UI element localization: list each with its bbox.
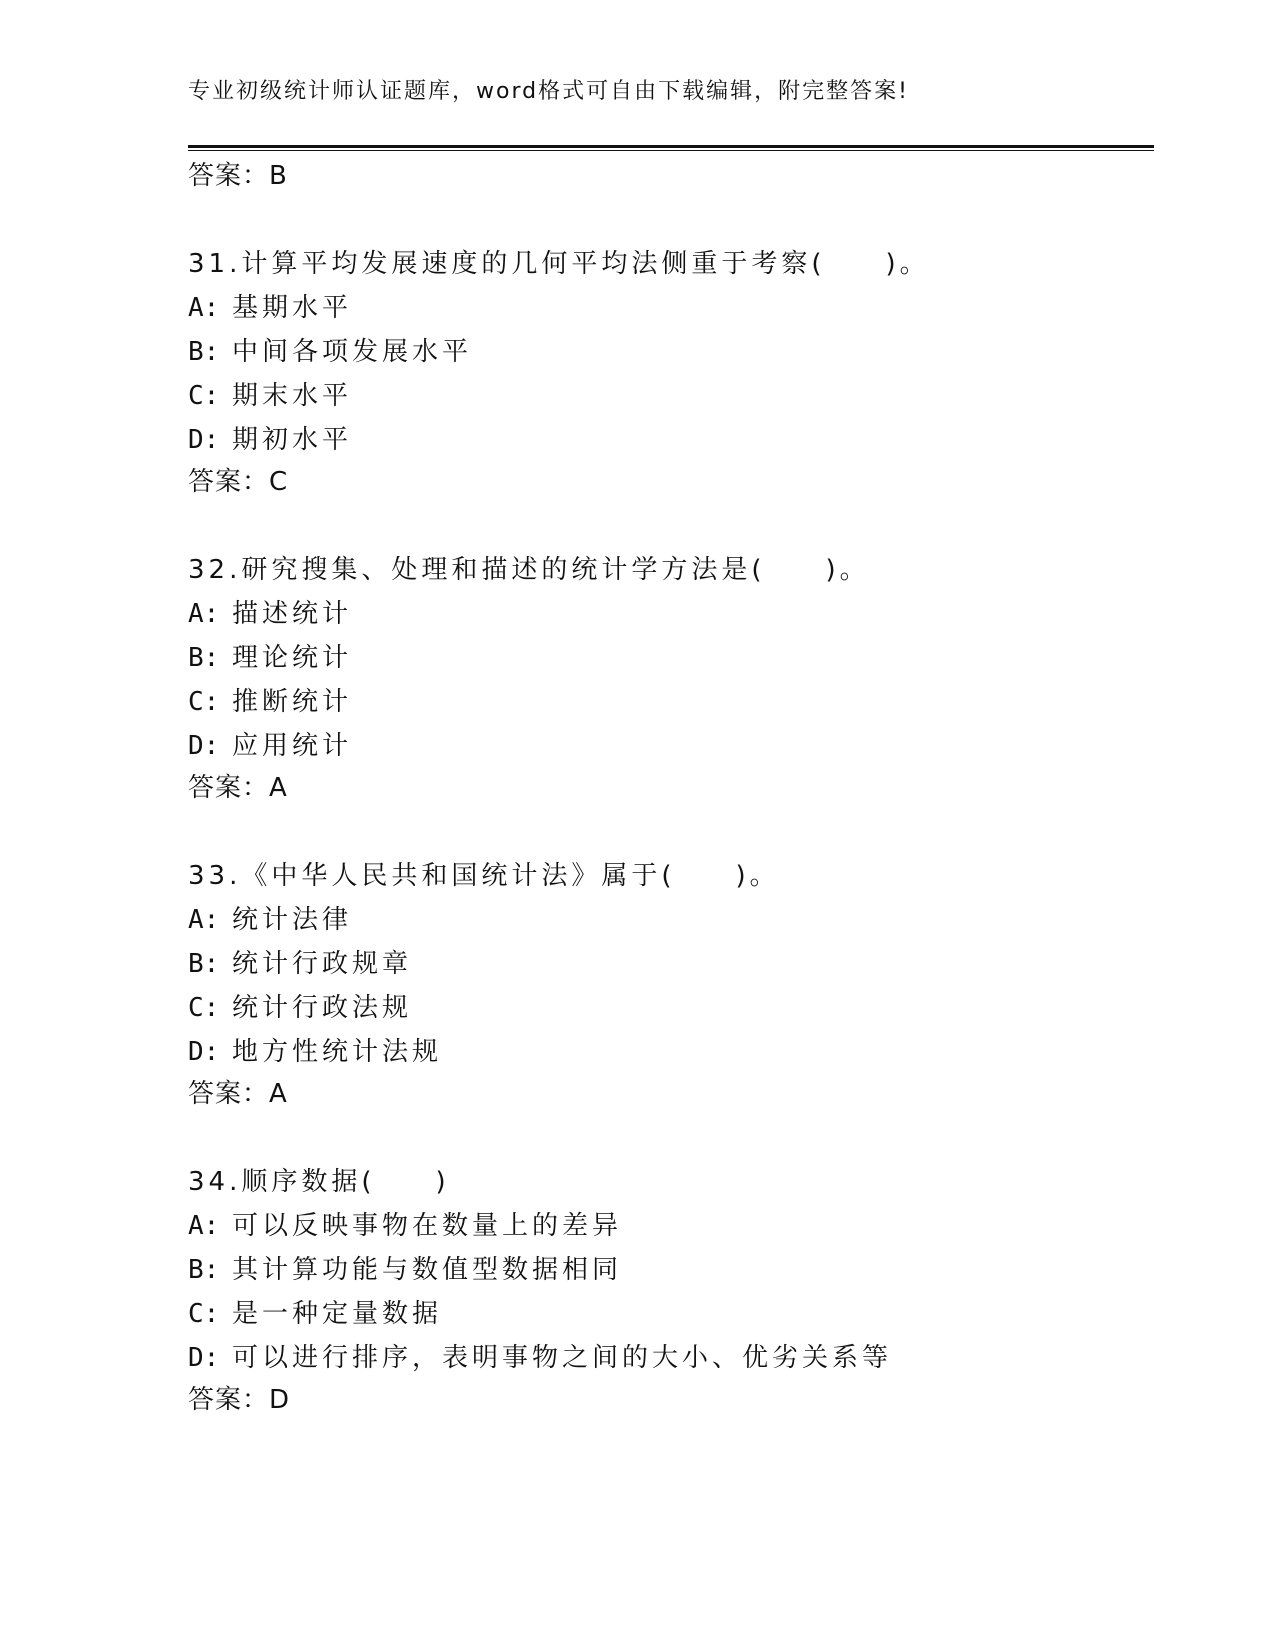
option-text: 统计行政法规 — [232, 993, 413, 1023]
option-b — [188, 1249, 622, 1286]
option-key: C: — [188, 381, 220, 411]
option-key: A: — [188, 293, 220, 323]
option-d — [188, 725, 352, 762]
question-stem: 31.计算平均发展速度的几何平均法侧重于考察( )。 — [188, 249, 930, 279]
option-b — [188, 637, 352, 674]
option-key: B: — [188, 949, 220, 979]
option-text: 描述统计 — [232, 599, 353, 629]
option-a — [188, 593, 352, 630]
question-stem: 33.《中华人民共和国统计法》属于( )。 — [188, 861, 780, 891]
answer-text: 答案：A — [188, 773, 288, 803]
question-stem: 34.顺序数据( ) — [188, 1167, 450, 1197]
option-b — [188, 943, 412, 980]
option-text: 地方性统计法规 — [232, 1037, 443, 1067]
option-text: 理论统计 — [232, 643, 353, 673]
option-key: D: — [188, 1343, 220, 1373]
option-text: 推断统计 — [232, 687, 353, 717]
option-key: D: — [188, 425, 220, 455]
option-b — [188, 331, 472, 368]
option-c — [188, 375, 352, 412]
option-text: 期末水平 — [232, 381, 353, 411]
answer-text: 答案：C — [188, 467, 289, 497]
option-text: 可以反映事物在数量上的差异 — [232, 1211, 623, 1241]
option-d — [188, 1337, 892, 1374]
answer-text: 答案：D — [188, 1385, 291, 1415]
option-key: D: — [188, 1037, 220, 1067]
option-text: 基期水平 — [232, 293, 353, 323]
option-a — [188, 1205, 622, 1242]
page-header: 专业初级统计师认证题库，word格式可自由下载编辑，附完整答案! — [188, 79, 909, 104]
option-key: A: — [188, 599, 220, 629]
option-text: 应用统计 — [232, 731, 353, 761]
option-c — [188, 1293, 442, 1330]
option-text: 其计算功能与数值型数据相同 — [232, 1255, 623, 1285]
option-key: B: — [188, 643, 220, 673]
option-d — [188, 1031, 442, 1068]
option-a — [188, 287, 352, 324]
question-stem: 32.研究搜集、处理和描述的统计学方法是( )。 — [188, 555, 870, 585]
answer-text: 答案：A — [188, 1079, 288, 1109]
option-key: B: — [188, 337, 220, 367]
option-c — [188, 987, 412, 1024]
header-divider — [188, 145, 1154, 151]
option-text: 统计法律 — [232, 905, 353, 935]
option-key: D: — [188, 731, 220, 761]
option-text: 期初水平 — [232, 425, 353, 455]
option-text: 可以进行排序，表明事物之间的大小、优劣关系等 — [232, 1343, 893, 1373]
option-key: C: — [188, 1299, 220, 1329]
option-key: C: — [188, 993, 220, 1023]
option-a — [188, 899, 352, 936]
option-key: C: — [188, 687, 220, 717]
option-text: 中间各项发展水平 — [232, 337, 473, 367]
option-text: 统计行政规章 — [232, 949, 413, 979]
option-c — [188, 681, 352, 718]
option-key: B: — [188, 1255, 220, 1285]
option-text: 是一种定量数据 — [232, 1299, 443, 1329]
option-key: A: — [188, 1211, 220, 1241]
option-key: A: — [188, 905, 220, 935]
answer-text: 答案：B — [188, 161, 288, 191]
option-d — [188, 419, 352, 456]
